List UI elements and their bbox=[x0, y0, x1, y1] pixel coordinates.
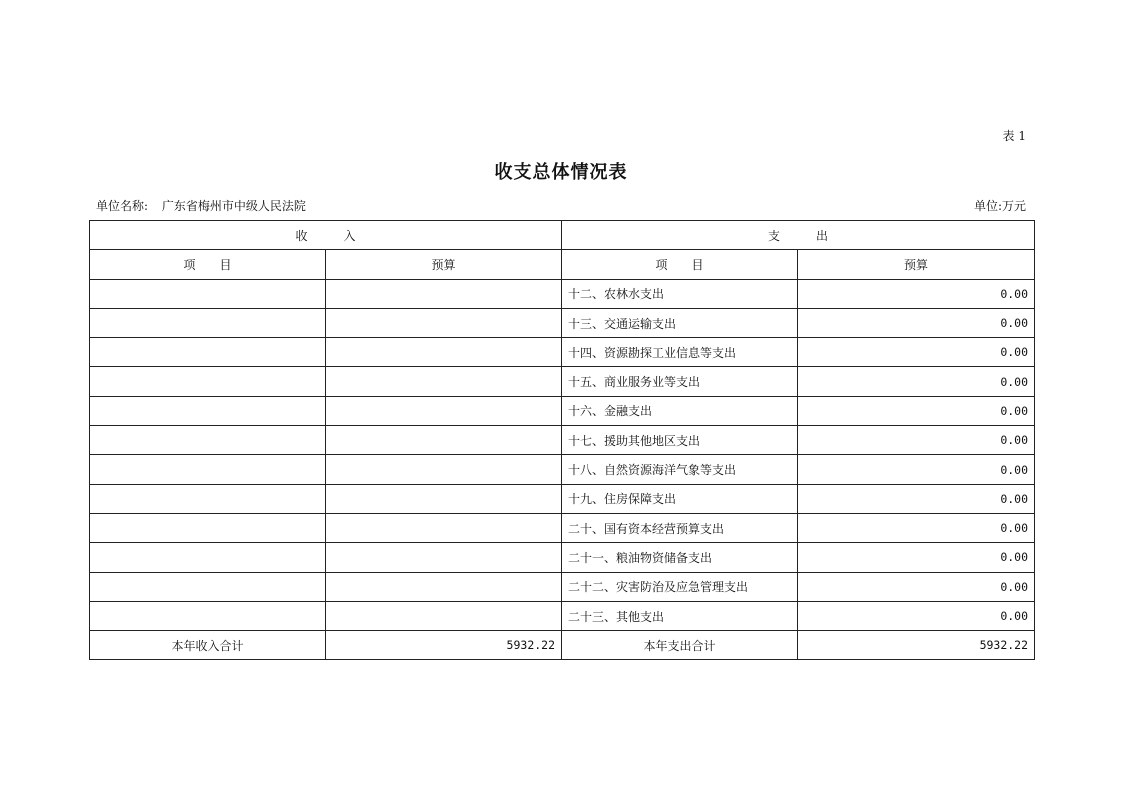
table-row bbox=[90, 572, 1035, 601]
income-item-cell bbox=[90, 455, 326, 484]
income-item-cell bbox=[90, 396, 326, 425]
expense-budget-cell: 0.00 bbox=[798, 572, 1035, 601]
table-row bbox=[90, 279, 1035, 308]
expense-budget-cell: 0.00 bbox=[798, 338, 1035, 367]
income-item-cell bbox=[90, 484, 326, 513]
expense-total-value: 5932.22 bbox=[798, 631, 1035, 660]
expense-section-header: 支 出 bbox=[562, 221, 1035, 250]
expense-item-cell: 十五、商业服务业等支出 bbox=[562, 367, 798, 396]
income-budget-cell bbox=[326, 426, 562, 455]
income-budget-header: 预算 bbox=[326, 250, 562, 279]
expense-item-cell: 二十三、其他支出 bbox=[562, 601, 798, 630]
expense-item-cell: 二十二、灾害防治及应急管理支出 bbox=[562, 572, 798, 601]
income-budget-cell bbox=[326, 601, 562, 630]
income-item-cell bbox=[90, 543, 326, 572]
expense-item-cell: 十二、农林水支出 bbox=[562, 279, 798, 308]
income-item-cell bbox=[90, 426, 326, 455]
unit-label: 单位:万元 bbox=[973, 199, 1026, 213]
income-item-cell bbox=[90, 279, 326, 308]
expense-item-cell: 十七、援助其他地区支出 bbox=[562, 426, 798, 455]
income-budget-cell bbox=[326, 396, 562, 425]
expense-budget-cell: 0.00 bbox=[798, 426, 1035, 455]
income-budget-cell bbox=[326, 338, 562, 367]
income-budget-cell bbox=[326, 543, 562, 572]
income-budget-cell bbox=[326, 367, 562, 396]
table-row bbox=[90, 396, 1035, 425]
income-item-cell bbox=[90, 308, 326, 337]
table-row bbox=[90, 484, 1035, 513]
table-row bbox=[90, 601, 1035, 630]
expense-item-cell: 二十、国有资本经营预算支出 bbox=[562, 513, 798, 542]
table-row bbox=[90, 367, 1035, 396]
budget-table bbox=[89, 220, 1035, 660]
expense-budget-header: 预算 bbox=[798, 250, 1035, 279]
income-section-header: 收 入 bbox=[90, 221, 562, 250]
meta-row bbox=[96, 197, 1026, 214]
income-budget-cell bbox=[326, 513, 562, 542]
expense-budget-cell: 0.00 bbox=[798, 308, 1035, 337]
page-title: 收支总体情况表 bbox=[494, 162, 628, 183]
table-row bbox=[90, 543, 1035, 572]
expense-item-header: 项 目 bbox=[562, 250, 798, 279]
expense-item-cell: 十三、交通运输支出 bbox=[562, 308, 798, 337]
expense-item-cell: 二十一、粮油物资储备支出 bbox=[562, 543, 798, 572]
expense-item-cell: 十六、金融支出 bbox=[562, 396, 798, 425]
income-budget-cell bbox=[326, 308, 562, 337]
expense-budget-cell: 0.00 bbox=[798, 601, 1035, 630]
column-header-row bbox=[90, 250, 1035, 279]
income-item-cell bbox=[90, 601, 326, 630]
expense-item-cell: 十四、资源勘探工业信息等支出 bbox=[562, 338, 798, 367]
unit-name-block bbox=[96, 197, 306, 214]
income-budget-cell bbox=[326, 455, 562, 484]
income-total-label: 本年收入合计 bbox=[90, 631, 326, 660]
expense-budget-cell: 0.00 bbox=[798, 543, 1035, 572]
expense-budget-cell: 0.00 bbox=[798, 396, 1035, 425]
unit-name-label: 单位名称: bbox=[96, 199, 149, 213]
expense-total-label: 本年支出合计 bbox=[562, 631, 798, 660]
expense-budget-cell: 0.00 bbox=[798, 455, 1035, 484]
table-row bbox=[90, 426, 1035, 455]
expense-budget-cell: 0.00 bbox=[798, 367, 1035, 396]
section-header-row bbox=[90, 221, 1035, 250]
income-item-cell bbox=[90, 338, 326, 367]
table-row bbox=[90, 338, 1035, 367]
expense-budget-cell: 0.00 bbox=[798, 484, 1035, 513]
income-item-cell bbox=[90, 572, 326, 601]
table-row bbox=[90, 308, 1035, 337]
table-row bbox=[90, 455, 1035, 484]
expense-budget-cell: 0.00 bbox=[798, 513, 1035, 542]
income-item-header: 项 目 bbox=[90, 250, 326, 279]
totals-row bbox=[90, 631, 1035, 660]
income-total-value: 5932.22 bbox=[326, 631, 562, 660]
income-budget-cell bbox=[326, 572, 562, 601]
expense-item-cell: 十九、住房保障支出 bbox=[562, 484, 798, 513]
income-item-cell bbox=[90, 367, 326, 396]
table-number: 表 1 bbox=[1002, 129, 1026, 143]
table-row bbox=[90, 513, 1035, 542]
unit-name-value: 广东省梅州市中级人民法院 bbox=[161, 199, 306, 213]
income-budget-cell bbox=[326, 484, 562, 513]
income-budget-cell bbox=[326, 279, 562, 308]
expense-budget-cell: 0.00 bbox=[798, 279, 1035, 308]
expense-item-cell: 十八、自然资源海洋气象等支出 bbox=[562, 455, 798, 484]
income-item-cell bbox=[90, 513, 326, 542]
